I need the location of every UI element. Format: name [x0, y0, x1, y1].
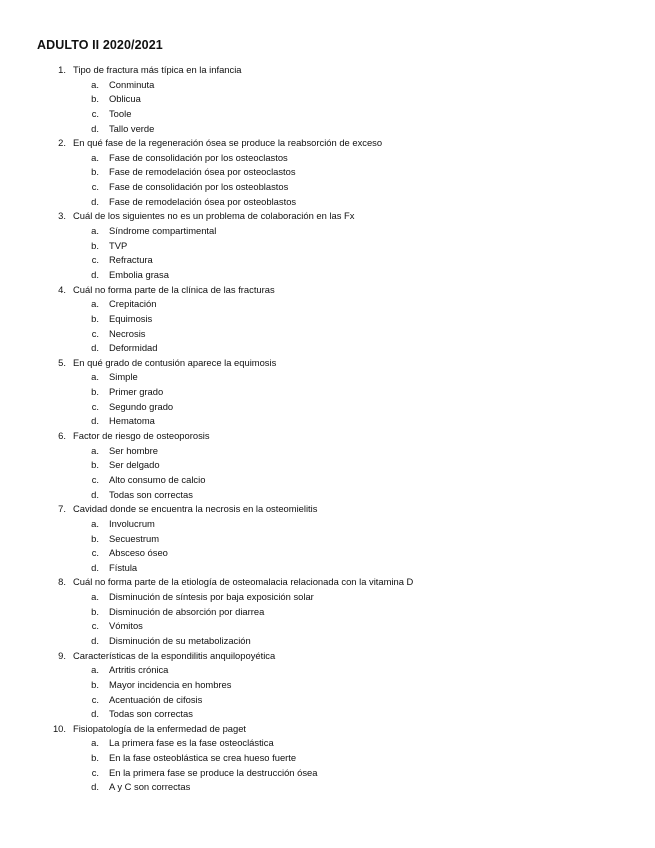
question-text: En qué fase de la regeneración ósea se produce la reabsorción de exceso: [73, 137, 383, 149]
option-letter: a.: [91, 444, 99, 456]
option-item: [0, 78, 655, 93]
option-letter: a.: [91, 298, 99, 310]
option-item: [0, 92, 655, 107]
question-item: [0, 136, 655, 209]
option-item: [0, 736, 655, 751]
option-list: [0, 78, 655, 137]
question-text: En qué grado de contusión aparece la equimosis: [73, 356, 277, 368]
option-item: [0, 780, 655, 795]
question-line: [0, 722, 655, 737]
option-item: [0, 268, 655, 283]
option-letter: b.: [91, 239, 99, 251]
question-item: [0, 356, 655, 429]
option-text: Fase de consolidación por los osteoblastos: [109, 181, 289, 193]
option-text: Ser hombre: [109, 444, 158, 456]
option-item: [0, 444, 655, 459]
option-letter: a.: [91, 591, 99, 603]
option-text: Oblicua: [109, 93, 141, 105]
option-letter: b.: [91, 312, 99, 324]
option-text: Fase de remodelación ósea por osteoblastos: [109, 195, 297, 207]
option-item: [0, 122, 655, 137]
option-text: Equimosis: [109, 312, 153, 324]
option-text: Artritis crónica: [109, 664, 169, 676]
option-list: [0, 517, 655, 576]
option-item: [0, 151, 655, 166]
option-text: Fase de consolidación por los osteoclastos: [109, 151, 288, 163]
option-item: [0, 458, 655, 473]
option-item: [0, 473, 655, 488]
option-list: [0, 370, 655, 429]
option-letter: a.: [91, 517, 99, 529]
option-letter: a.: [91, 151, 99, 163]
option-text: Todas son correctas: [109, 708, 193, 720]
option-letter: c.: [91, 254, 99, 266]
option-letter: b.: [91, 386, 99, 398]
question-text: Fisiopatología de la enfermedad de paget: [73, 722, 247, 734]
option-item: [0, 488, 655, 503]
option-list: [0, 736, 655, 795]
question-line: [0, 649, 655, 664]
option-letter: a.: [91, 664, 99, 676]
option-text: Fístula: [109, 561, 138, 573]
option-item: [0, 532, 655, 547]
option-item: [0, 751, 655, 766]
option-list: [0, 663, 655, 722]
option-text: Ser delgado: [109, 459, 160, 471]
option-item: [0, 634, 655, 649]
option-text: Segundo grado: [109, 400, 174, 412]
question-text: Cavidad donde se encuentra la necrosis en la osteomielitis: [73, 503, 318, 515]
question-item: [0, 649, 655, 722]
option-text: Síndrome compartimental: [109, 225, 217, 237]
question-number: 4.: [58, 283, 66, 295]
option-letter: c.: [91, 693, 99, 705]
option-text: Disminución de su metabolización: [109, 634, 251, 646]
option-text: Necrosis: [109, 327, 146, 339]
option-letter: b.: [91, 459, 99, 471]
question-number: 1.: [58, 64, 66, 75]
option-text: A y C son correctas: [109, 781, 191, 793]
option-item: [0, 663, 655, 678]
question-item: [0, 283, 655, 356]
option-list: [0, 590, 655, 649]
question-number: 3.: [58, 210, 66, 222]
option-letter: c.: [91, 766, 99, 778]
question-list: [0, 63, 655, 795]
option-text: Conminuta: [109, 78, 155, 90]
option-letter: d.: [91, 342, 99, 354]
option-letter: c.: [91, 400, 99, 412]
option-text: Deformidad: [109, 342, 158, 354]
question-text: Características de la espondilitis anquilopoyética: [73, 649, 276, 661]
question-number: 10.: [52, 722, 66, 734]
option-letter: d.: [91, 781, 99, 793]
option-letter: a.: [91, 371, 99, 383]
option-letter: d.: [91, 415, 99, 427]
question-line: [0, 502, 655, 517]
question-line: [0, 136, 655, 151]
question-number: 8.: [58, 576, 66, 588]
option-item: [0, 370, 655, 385]
option-letter: d.: [91, 268, 99, 280]
option-text: Disminución de síntesis por baja exposición solar: [109, 591, 314, 603]
question-number: 9.: [58, 649, 66, 661]
option-text: Absceso óseo: [109, 547, 168, 559]
option-item: [0, 707, 655, 722]
question-item: [0, 429, 655, 502]
option-list: [0, 151, 655, 210]
option-item: [0, 517, 655, 532]
option-item: [0, 385, 655, 400]
option-letter: d.: [91, 122, 99, 134]
option-item: [0, 165, 655, 180]
question-line: [0, 283, 655, 298]
option-item: [0, 678, 655, 693]
question-item: [0, 209, 655, 282]
option-list: [0, 224, 655, 283]
option-list: [0, 297, 655, 356]
option-text: Vómitos: [109, 620, 143, 632]
question-item: [0, 502, 655, 575]
question-number: 5.: [58, 356, 66, 368]
option-text: Primer grado: [109, 386, 164, 398]
question-line: [0, 209, 655, 224]
option-letter: d.: [91, 195, 99, 207]
option-text: Crepitación: [109, 298, 157, 310]
option-letter: a.: [91, 225, 99, 237]
option-letter: d.: [91, 634, 99, 646]
question-number: 7.: [58, 503, 66, 515]
option-item: [0, 605, 655, 620]
question-line: [0, 429, 655, 444]
option-text: Refractura: [109, 254, 153, 266]
option-text: Secuestrum: [109, 532, 160, 544]
option-item: [0, 546, 655, 561]
question-text: Cuál de los siguientes no es un problema de colaboración en las Fx: [73, 210, 355, 222]
question-line: [0, 63, 655, 78]
option-text: Disminución de absorción por diarrea: [109, 605, 265, 617]
document-title: ADULTO II 2020/2021: [37, 38, 163, 52]
option-text: TVP: [109, 239, 128, 251]
option-letter: c.: [91, 107, 99, 119]
option-letter: c.: [91, 473, 99, 485]
option-text: En la fase osteoblástica se crea hueso fuerte: [109, 752, 297, 764]
option-letter: b.: [91, 532, 99, 544]
option-letter: a.: [91, 737, 99, 749]
option-letter: b.: [91, 93, 99, 105]
option-text: Simple: [109, 371, 138, 383]
option-letter: d.: [91, 488, 99, 500]
option-item: [0, 180, 655, 195]
question-item: [0, 575, 655, 648]
option-letter: c.: [91, 181, 99, 193]
option-item: [0, 297, 655, 312]
question-item: [0, 722, 655, 795]
option-item: [0, 239, 655, 254]
option-list: [0, 444, 655, 503]
option-letter: d.: [91, 561, 99, 573]
option-item: [0, 341, 655, 356]
option-letter: c.: [91, 547, 99, 559]
option-item: [0, 327, 655, 342]
option-text: Hematoma: [109, 415, 155, 427]
option-item: [0, 312, 655, 327]
option-text: Toole: [109, 107, 132, 119]
question-number: 2.: [58, 137, 66, 149]
option-text: Alto consumo de calcio: [109, 473, 206, 485]
question-text: Cuál no forma parte de la clínica de las fracturas: [73, 283, 275, 295]
option-text: Tallo verde: [109, 122, 155, 134]
option-letter: b.: [91, 605, 99, 617]
option-letter: c.: [91, 620, 99, 632]
option-letter: c.: [91, 327, 99, 339]
question-text: Tipo de fractura más típica en la infancia: [73, 64, 242, 75]
question-text: Factor de riesgo de osteoporosis: [73, 430, 210, 442]
option-item: [0, 195, 655, 210]
question-number: 6.: [58, 430, 66, 442]
option-text: Fase de remodelación ósea por osteoclastos: [109, 166, 296, 178]
option-item: [0, 224, 655, 239]
option-item: [0, 619, 655, 634]
option-letter: a.: [91, 78, 99, 90]
question-line: [0, 356, 655, 371]
option-letter: b.: [91, 752, 99, 764]
option-letter: d.: [91, 708, 99, 720]
option-text: Acentuación de cifosis: [109, 693, 203, 705]
option-text: La primera fase es la fase osteoclástica: [109, 737, 274, 749]
option-text: Todas son correctas: [109, 488, 193, 500]
option-item: [0, 414, 655, 429]
option-item: [0, 253, 655, 268]
option-text: Involucrum: [109, 517, 155, 529]
option-letter: b.: [91, 166, 99, 178]
option-letter: b.: [91, 678, 99, 690]
option-text: Mayor incidencia en hombres: [109, 678, 232, 690]
option-item: [0, 400, 655, 415]
option-text: Embolia grasa: [109, 268, 169, 280]
option-item: [0, 590, 655, 605]
option-item: [0, 693, 655, 708]
question-text: Cuál no forma parte de la etiología de osteomalacia relacionada con la vitamina D: [73, 576, 414, 588]
option-text: En la primera fase se produce la destrucción ósea: [109, 766, 318, 778]
option-item: [0, 766, 655, 781]
question-line: [0, 575, 655, 590]
option-item: [0, 107, 655, 122]
option-item: [0, 561, 655, 576]
question-item: [0, 63, 655, 136]
